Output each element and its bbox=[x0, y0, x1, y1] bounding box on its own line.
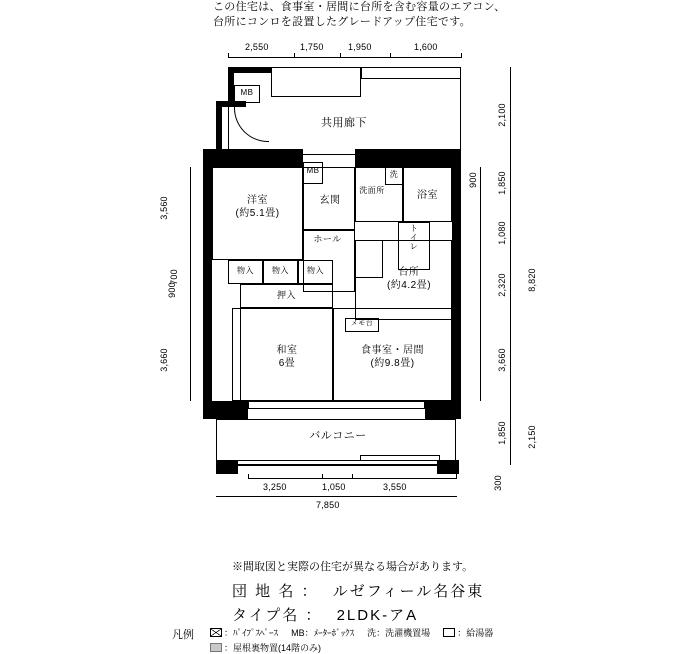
dim-bottom-0: 3,250 bbox=[263, 482, 287, 492]
legend-row-2 bbox=[210, 641, 321, 654]
dim-left-0: 3,560 bbox=[158, 196, 169, 220]
dim-left-2: 900 bbox=[166, 282, 177, 298]
dim-top-3: 1,600 bbox=[414, 42, 438, 52]
balcony-label: バルコニー bbox=[309, 430, 367, 442]
legend-meter-box: MB：ﾒｰﾀｰﾎﾞｯｸｽ bbox=[291, 628, 355, 638]
western-room-label bbox=[215, 195, 300, 220]
outer-wall-top-left bbox=[203, 149, 303, 167]
dim-right-inner-2: 2,150 bbox=[526, 425, 537, 449]
dim-top-0: 2,550 bbox=[245, 42, 269, 52]
estate-name-value: ルゼフィール名谷東 bbox=[332, 583, 485, 600]
balcony-right-post bbox=[437, 460, 459, 474]
dim-right-inner-0: 900 bbox=[467, 172, 478, 188]
estate-name-label: 団 地 名 ： bbox=[232, 583, 319, 600]
dim-bottom-total-line bbox=[216, 496, 457, 497]
dim-bottom-total: 7,850 bbox=[316, 500, 340, 510]
dim-top-2: 1,950 bbox=[348, 42, 372, 52]
corridor-left-wall3 bbox=[216, 101, 222, 155]
japanese-room-name: 和室 bbox=[276, 345, 298, 356]
japanese-room-size: 6畳 bbox=[278, 357, 296, 369]
dim-bottom-1: 1,050 bbox=[322, 482, 346, 492]
balcony-rail bbox=[360, 455, 440, 461]
dim-right-inner-1: 8,820 bbox=[526, 268, 537, 292]
hall-label: ホール bbox=[313, 234, 342, 244]
bathroom-label: 浴室 bbox=[417, 190, 438, 201]
dim-left-1: 700 bbox=[168, 269, 179, 285]
closet-2-label: 物入 bbox=[272, 266, 289, 275]
living-dining-label bbox=[340, 345, 445, 370]
disclaimer: ※間取図と実際の住宅が異なる場合があります。 bbox=[232, 561, 474, 573]
kitchen-size: (約4.2畳) bbox=[386, 279, 432, 291]
dim-right-line-inner bbox=[480, 167, 481, 401]
oshiire-label: 押入 bbox=[276, 290, 296, 300]
closet-3-label: 物入 bbox=[307, 266, 324, 275]
western-room-size: (約5.1畳) bbox=[235, 207, 280, 219]
legend-water-heater: ：給湯器 bbox=[457, 628, 494, 638]
legend-pipe-space: ：ﾊﾟｲﾌﾟｽﾍﾟｰｽ bbox=[224, 628, 279, 638]
pipe-space-icon bbox=[210, 628, 222, 637]
meter-box-label: MB bbox=[240, 88, 254, 97]
header-note-line2: 台所にコンロを設置したグレードアップ住宅です。 bbox=[213, 15, 471, 28]
legend-laundry: 洗：洗濯機置場 bbox=[367, 628, 431, 638]
dim-right-outer-2: 1,080 bbox=[496, 221, 507, 245]
corridor-top-wall bbox=[228, 67, 271, 73]
outer-wall-left bbox=[203, 149, 212, 419]
legend-title: 凡例 bbox=[172, 629, 194, 641]
closet-1-label: 物入 bbox=[237, 266, 254, 275]
dim-top-1: 1,750 bbox=[300, 42, 324, 52]
living-dining-size: (約9.8畳) bbox=[370, 357, 415, 369]
dim-right-outer-3: 2,320 bbox=[496, 273, 507, 297]
kitchen-name: 台所 bbox=[398, 267, 420, 278]
water-heater-icon bbox=[443, 628, 455, 637]
dim-right-outer-6: 300 bbox=[492, 475, 503, 491]
attic-storage-icon bbox=[210, 643, 222, 652]
balcony-left-post bbox=[216, 460, 238, 474]
corridor-inner-1 bbox=[271, 67, 361, 97]
legend-row-1 bbox=[210, 626, 493, 639]
outer-wall-bottom-left bbox=[203, 401, 248, 419]
header-note-line1: この住宅は、食事室・居間に台所を含む容量のエアコン、 bbox=[213, 1, 506, 13]
dim-right-line-outer bbox=[510, 67, 511, 465]
japanese-room-label bbox=[252, 345, 322, 370]
dim-right-outer-0: 2,100 bbox=[496, 103, 507, 127]
dim-bottom-2: 3,550 bbox=[383, 482, 407, 492]
corridor-label: 共用廊下 bbox=[321, 117, 367, 129]
corridor-inner-2 bbox=[361, 67, 461, 79]
dim-right-outer-1: 1,850 bbox=[496, 171, 507, 195]
dim-top-line bbox=[228, 57, 461, 58]
outer-wall-bottom-right bbox=[425, 401, 461, 419]
living-dining-name: 食事室・居間 bbox=[361, 345, 424, 356]
dim-right-outer-4: 3,660 bbox=[496, 348, 507, 372]
dim-right-outer-5: 1,850 bbox=[496, 421, 507, 445]
legend-attic-storage: ：屋根裏物置(14階のみ) bbox=[224, 643, 322, 653]
veranda-strip bbox=[232, 308, 241, 401]
washroom-label: 洗面所 bbox=[359, 186, 385, 195]
entrance-label: 玄関 bbox=[319, 195, 341, 206]
outer-wall-right bbox=[452, 149, 461, 419]
toilet-label: ト イ レ bbox=[409, 224, 419, 251]
type-name-label: タイプ名 ： bbox=[232, 607, 323, 624]
dim-left-3: 3,660 bbox=[158, 348, 169, 372]
estate-name-row bbox=[232, 580, 484, 601]
outer-wall-bottom-thin bbox=[248, 401, 425, 409]
type-name-value: 2LDK-アA bbox=[336, 607, 419, 624]
kitchen-counter bbox=[355, 240, 383, 278]
outer-wall-top-right bbox=[355, 149, 461, 167]
type-name-row bbox=[232, 604, 418, 625]
laundry-label: 洗 bbox=[389, 170, 399, 179]
mb-inner-label: MB bbox=[306, 166, 320, 175]
western-room-name: 洋室 bbox=[247, 195, 268, 206]
memo-stand-label: メモ台 bbox=[350, 320, 374, 327]
dim-left-line bbox=[190, 167, 191, 401]
